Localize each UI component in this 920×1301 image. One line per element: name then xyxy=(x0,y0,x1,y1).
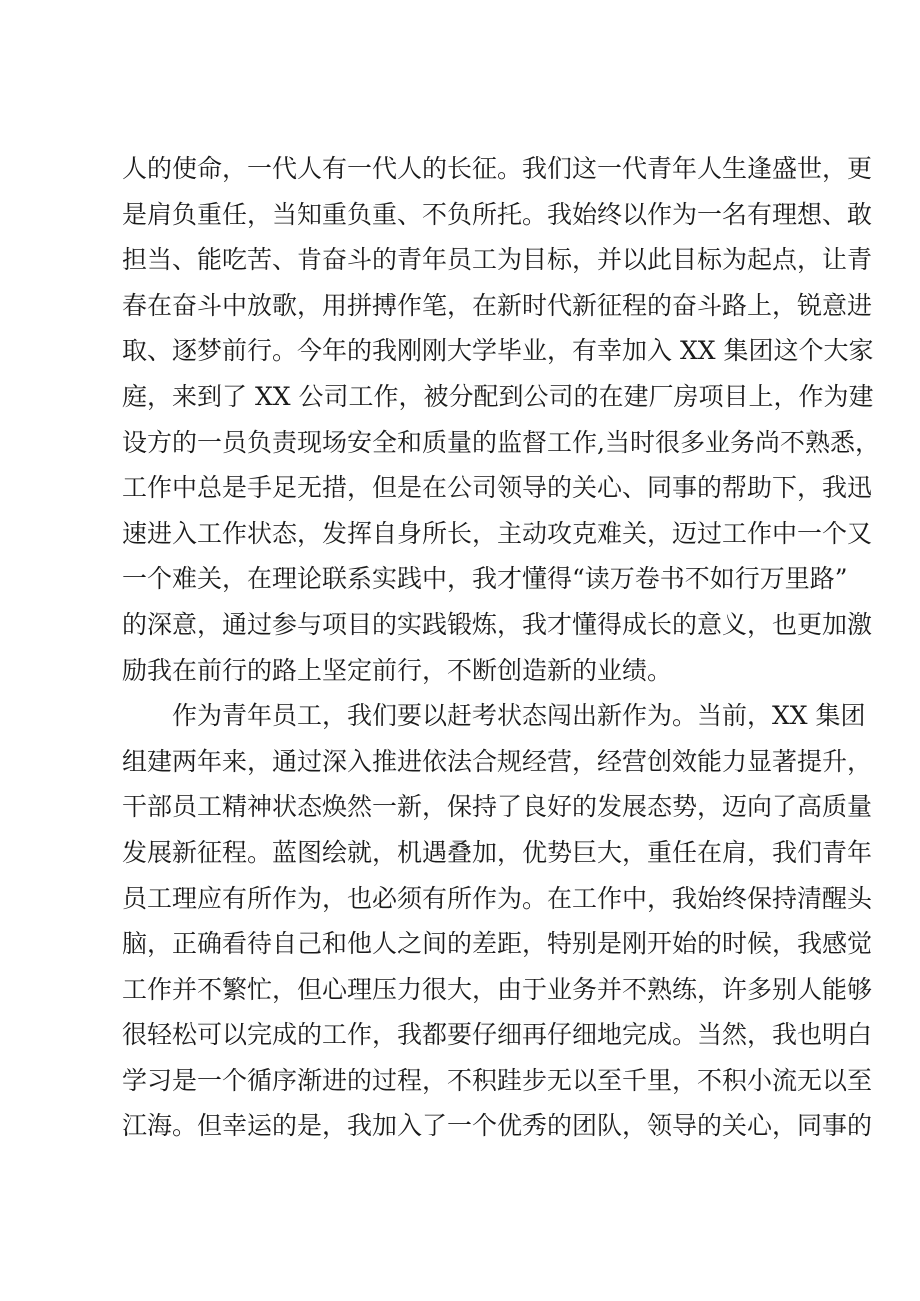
text-line: 工作中总是手足无措，但是在公司领导的关心、同事的帮助下，我迅 xyxy=(122,473,873,503)
text-line: 励我在前行的路上坚定前行，不断创造新的业绩。 xyxy=(122,655,673,685)
text-line: 取、逐梦前行。今年的我刚刚大学毕业，有幸加入 XX 集团这个大家 xyxy=(122,336,874,366)
text-line: 员工理应有所作为，也必须有所作为。在工作中，我始终保持清醒头 xyxy=(122,883,873,913)
paragraph-1 xyxy=(122,146,880,693)
text-line: 的深意，通过参与项目的实践锻炼，我才懂得成长的意义，也更加激 xyxy=(122,609,873,639)
text-line: 脑，正确看待自己和他人之间的差距，特别是刚开始的时候，我感觉 xyxy=(122,929,873,959)
text-line: 庭，来到了 XX 公司工作，被分配到公司的在建厂房项目上，作为建 xyxy=(122,381,874,411)
text-line: 组建两年来，通过深入推进依法合规经营，经营创效能力显著提升， xyxy=(122,746,873,776)
text-line: 是肩负重任，当知重负重、不负所托。我始终以作为一名有理想、敢 xyxy=(122,199,873,229)
text-line: 工作并不繁忙，但心理压力很大，由于业务并不熟练，许多别人能够 xyxy=(122,974,873,1004)
paragraph-2 xyxy=(122,693,873,1149)
body-text xyxy=(122,146,880,1149)
text-line: 一个难关，在理论联系实践中，我才懂得“读万卷书不如行万里路” xyxy=(122,564,848,594)
text-line: 速进入工作状态，发挥自身所长，主动攻克难关，迈过工作中一个又 xyxy=(122,518,873,548)
text-line: 设方的一员负责现场安全和质量的监督工作,当时很多业务尚不熟悉， xyxy=(122,427,880,457)
text-line: 春在奋斗中放歌，用拼搏作笔，在新时代新征程的奋斗路上，锐意进 xyxy=(122,290,873,320)
text-line: 发展新征程。蓝图绘就，机遇叠加，优势巨大，重任在肩，我们青年 xyxy=(122,837,873,867)
text-line: 担当、能吃苦、肯奋斗的青年员工为目标，并以此目标为起点，让青 xyxy=(122,245,873,275)
text-line: 干部员工精神状态焕然一新，保持了良好的发展态势，迈向了高质量 xyxy=(122,792,873,822)
text-line: 作为青年员工，我们要以赶考状态闯出新作为。当前，XX 集团 xyxy=(172,701,866,731)
text-line: 人的使命，一代人有一代人的长征。我们这一代青年人生逢盛世，更 xyxy=(122,154,873,183)
text-line: 江海。但幸运的是，我加入了一个优秀的团队，领导的关心，同事的 xyxy=(122,1111,873,1141)
text-line: 很轻松可以完成的工作，我都要仔细再仔细地完成。当然，我也明白 xyxy=(122,1020,873,1050)
text-line: 学习是一个循序渐进的过程，不积跬步无以至千里，不积小流无以至 xyxy=(122,1065,873,1095)
